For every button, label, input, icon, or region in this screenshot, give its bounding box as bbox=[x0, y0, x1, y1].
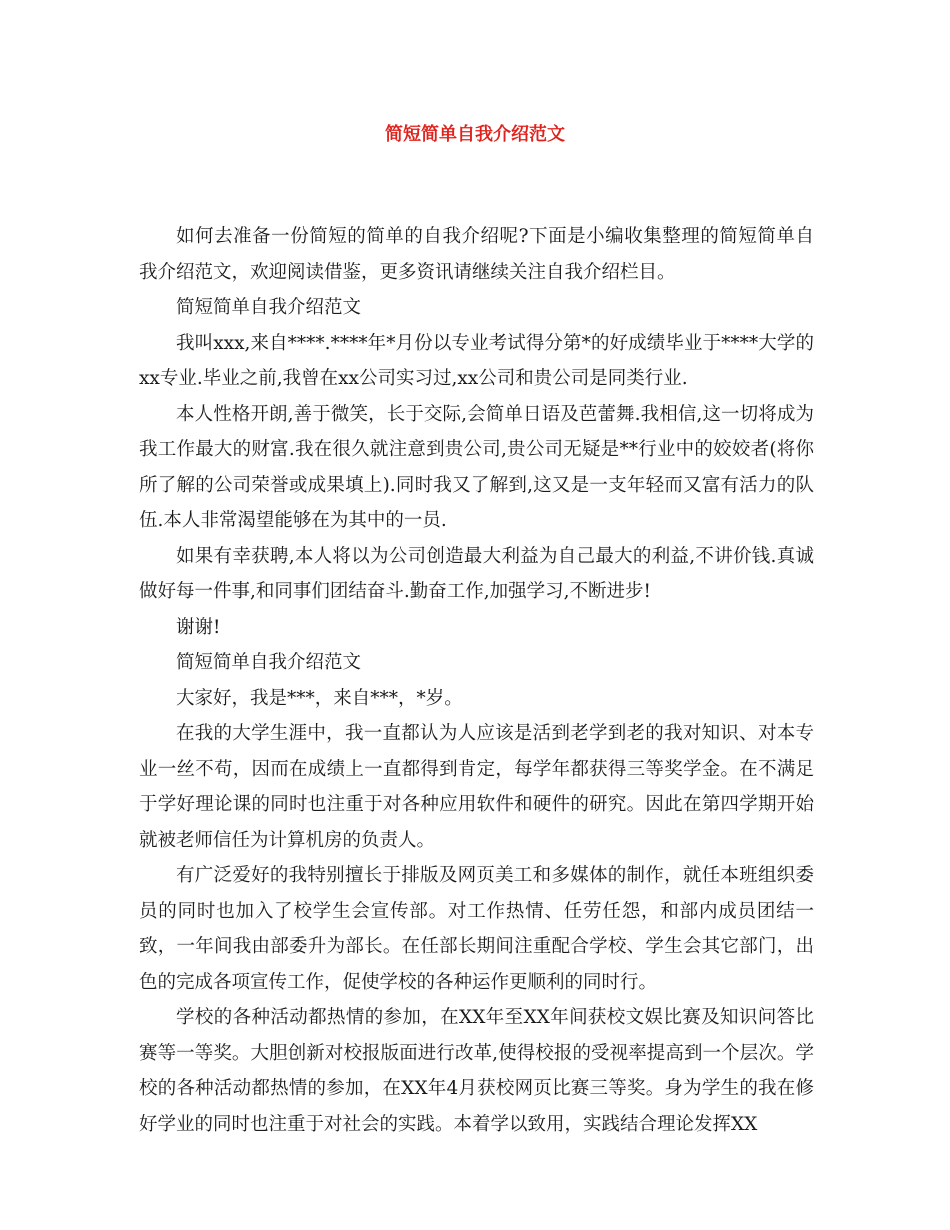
paragraph: 学校的各种活动都热情的参加，在XX年至XX年间获校文娱比赛及知识问答比赛等一等奖。大胆创新对校报版面进行改革,使得校报的受视率提高到一个层次。学校的各种活动都热情的参加，在XX年4月获校网页比赛三等奖。身为学生的我在修好学业的同时也注重于对社会的实践。本着学以致用，实践结合理论发挥XX bbox=[139, 1007, 814, 1135]
paragraph-intro: 如何去准备一份简短的简单的自我介绍呢?下面是小编收集整理的简短简单自我介绍范文，欢迎阅读借鉴，更多资讯请继续关注自我介绍栏目。 bbox=[139, 226, 814, 283]
section-heading-2: 简短简单自我介绍范文 bbox=[176, 652, 362, 673]
paragraph: 有广泛爱好的我特别擅长于排版及网页美工和多媒体的制作，就任本班组织委员的同时也加入了校学生会宣传部。对工作热情、任劳任怨，和部内成员团结一致，一年间我由部委升为部长。在任部长期间注重配合学校、学生会其它部门，出色的完成各项宣传工作，促使学校的各种运作更顺利的同时行。 bbox=[139, 865, 814, 993]
document-body bbox=[139, 219, 814, 1142]
paragraph: 我叫xxx,来自****.****年*月份以专业考试得分第*的好成绩毕业于****大学的xx专业.毕业之前,我曾在xx公司实习过,xx公司和贵公司是同类行业. bbox=[139, 332, 814, 389]
section-heading-1: 简短简单自我介绍范文 bbox=[176, 297, 362, 318]
paragraph: 大家好，我是***，来自***，*岁。 bbox=[176, 687, 463, 709]
document-title: 简短简单自我介绍范文 bbox=[385, 124, 565, 145]
paragraph: 本人性格开朗,善于微笑，长于交际,会简单日语及芭蕾舞.我相信,这一切将成为我工作最大的财富.我在很久就注意到贵公司,贵公司无疑是**行业中的姣姣者(将你所了解的公司荣誉或成果填上).同时我又了解到,这又是一支年轻而又富有活力的队伍.本人非常渴望能够在为其中的一员. bbox=[139, 403, 814, 531]
paragraph: 在我的大学生涯中，我一直都认为人应该是活到老学到老的我对知识、对本专业一丝不苟，因而在成绩上一直都得到肯定，每学年都获得三等奖学金。在不满足于学好理论课的同时也注重于对各种应用软件和硬件的研究。因此在第四学期开始就被老师信任为计算机房的负责人。 bbox=[139, 723, 814, 851]
paragraph-thanks: 谢谢! bbox=[176, 616, 221, 638]
paragraph: 如果有幸获聘,本人将以为公司创造最大利益为自己最大的利益,不讲价钱.真诚做好每一件事,和同事们团结奋斗.勤奋工作,加强学习,不断进步! bbox=[139, 545, 814, 602]
